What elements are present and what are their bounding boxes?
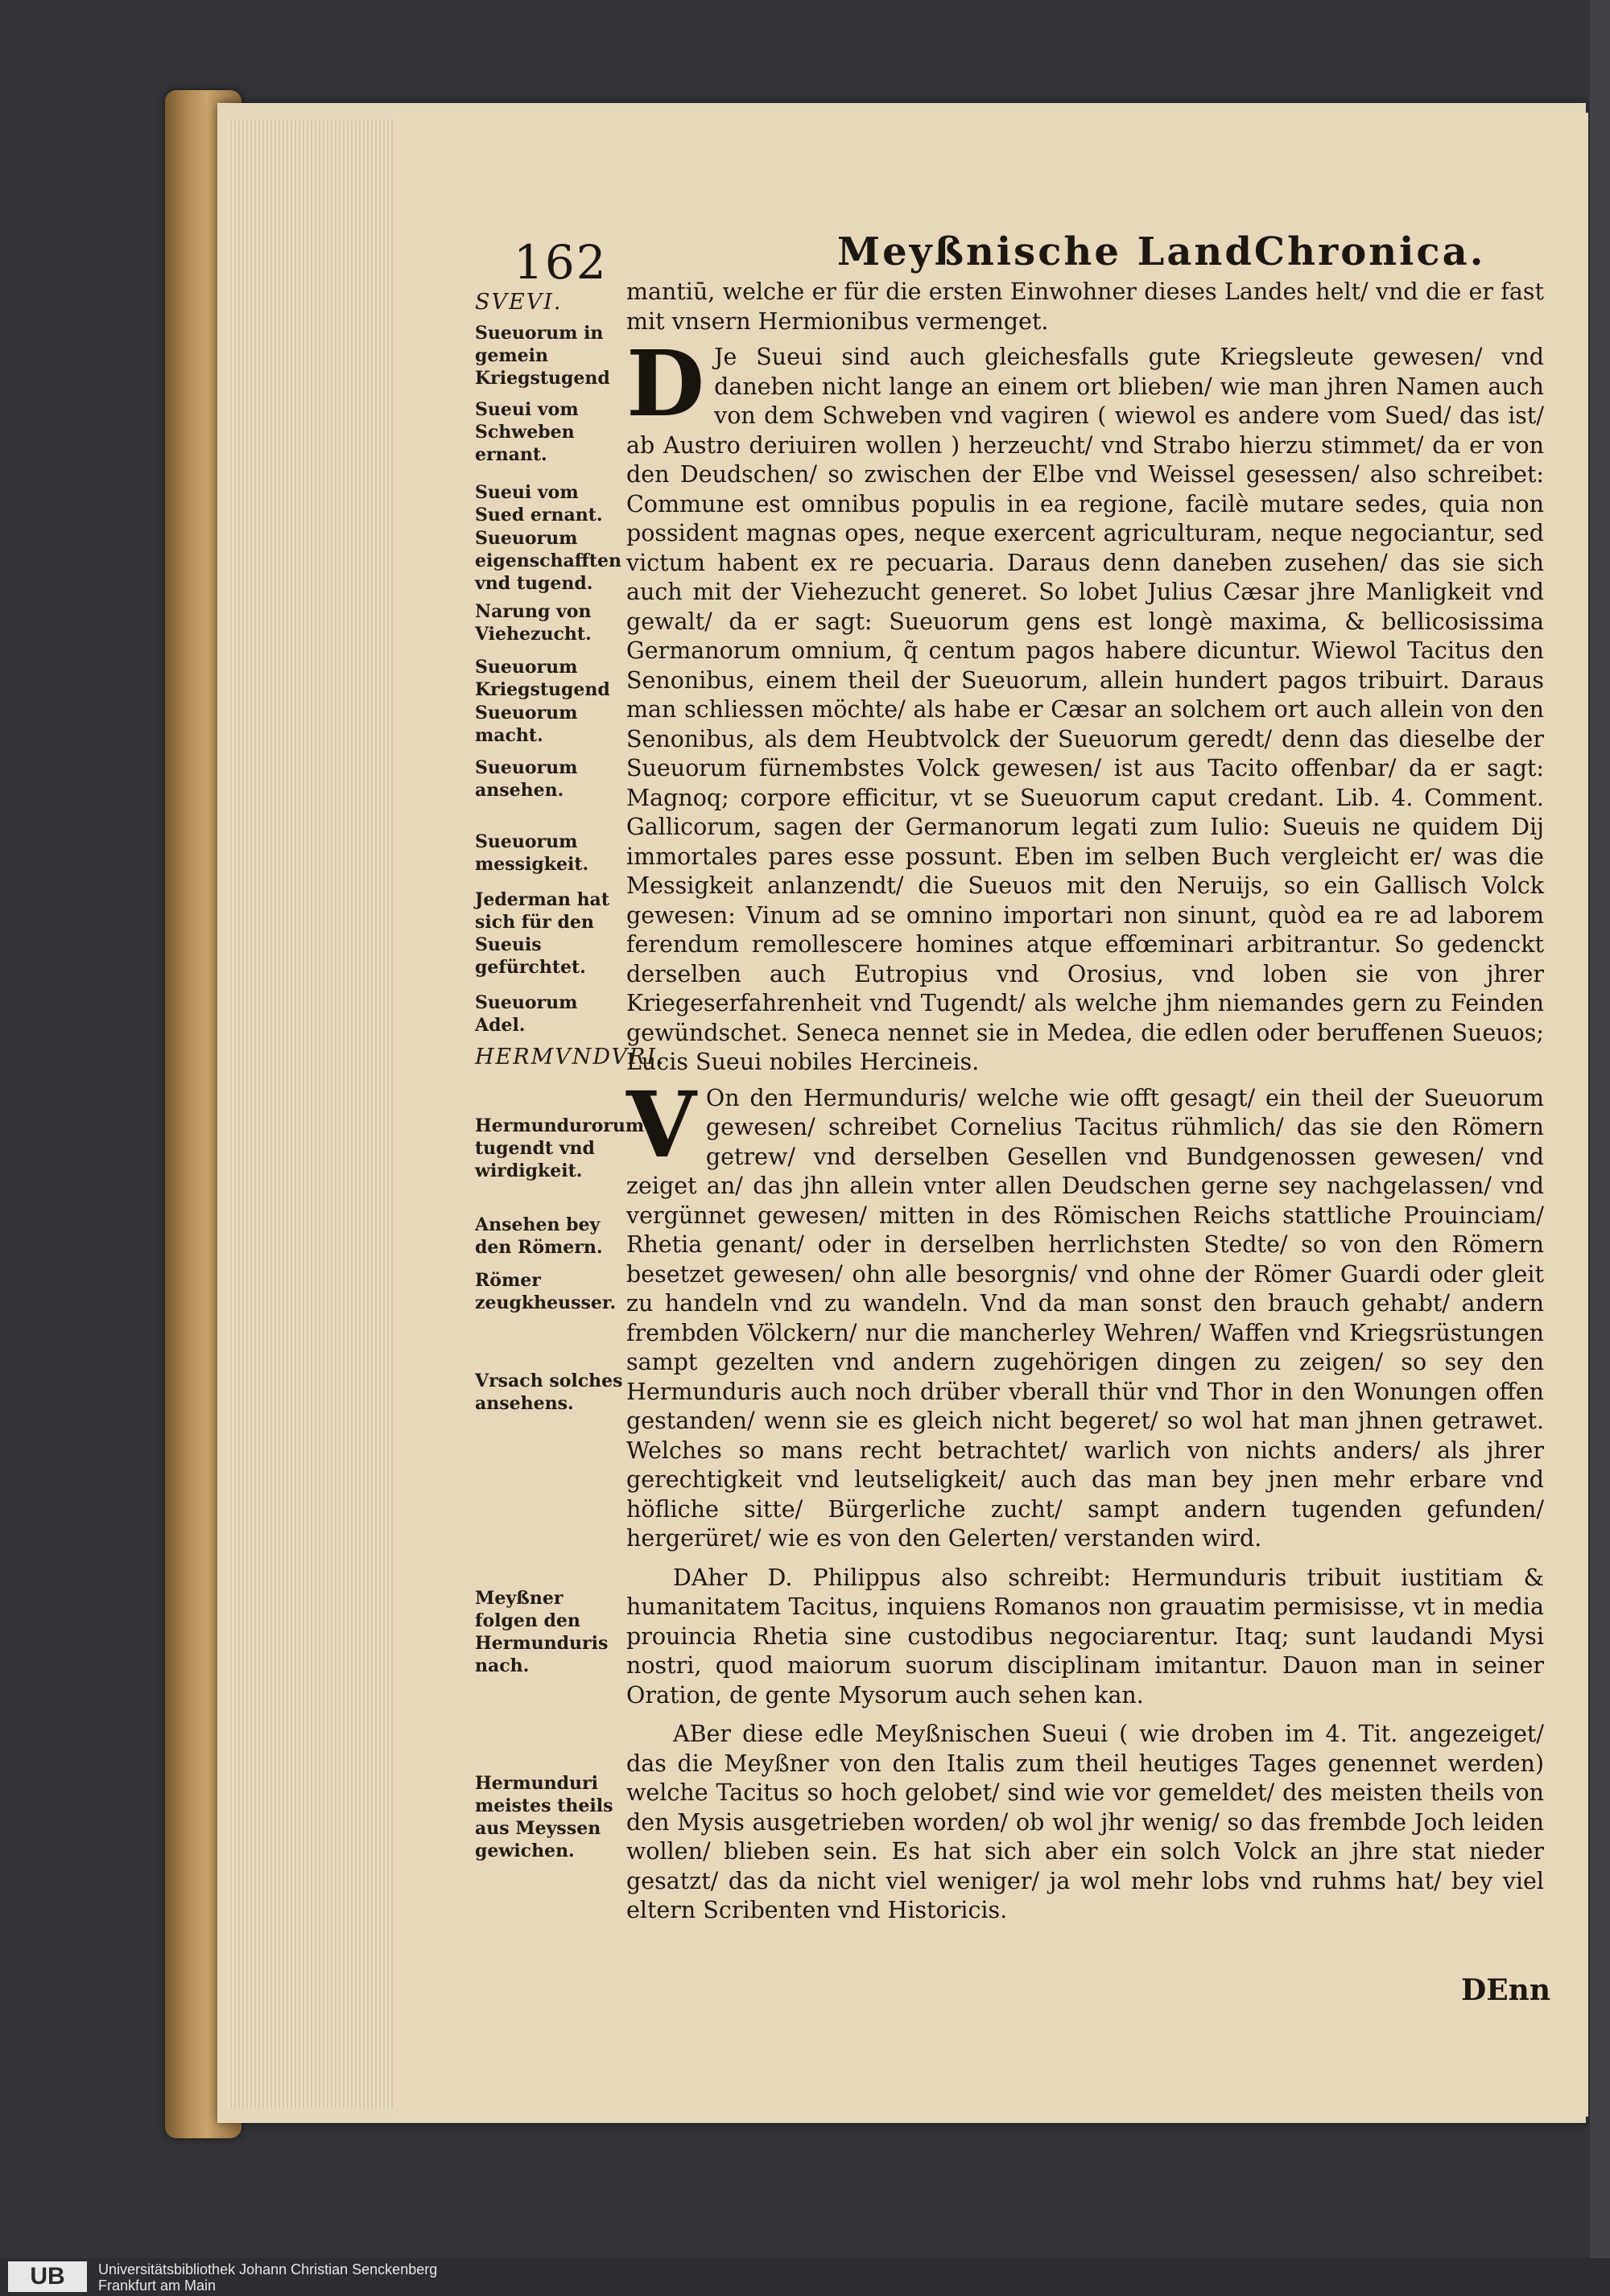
running-title: Meyßnische LandChronica. <box>837 229 1486 274</box>
margin-note: Sueuorum eigenschafften vnd tugend. <box>475 528 621 594</box>
main-text <box>626 278 1544 1926</box>
paragraph: mantiū, welche er für die ersten Einwohner dieses Landes helt/ vnd die er fast mit vnsern Hermionibus vermenget. <box>626 278 1544 335</box>
margin-note: Hermunduri meistes theils aus Meyssen gewichen. <box>475 1773 613 1861</box>
paragraph <box>626 332 1544 1078</box>
page-number: 162 <box>514 235 608 290</box>
margin-note: Meyßner folgen den Hermunduris nach. <box>475 1588 609 1676</box>
library-name: Universitätsbibliothek Johann Christian Senckenberg <box>98 2261 438 2277</box>
margin-note: HERMVNDVRI. <box>475 1045 666 1070</box>
library-footer <box>0 2258 1610 2296</box>
paragraph <box>626 1072 1544 1554</box>
margin-note: Sueuorum messigkeit. <box>475 831 589 875</box>
scan-frame-right <box>1590 0 1610 2296</box>
margin-note: SVEVI. <box>475 290 563 315</box>
margin-note: Ansehen bey den Römern. <box>475 1214 603 1258</box>
paragraph: DAher D. Philippus also schreibt: Hermunduris tribuit iustitiam & humanitatem Tacitus, inquiens Romanos non grauatim permisisse, vt in media prouincia Rhetia sine custodibus negociarentur. Itaq; sunt laudandi Mysi nostri, quod maiorum suorum disciplinam imitantur. Dauon man in seiner Oration, de gente Mysorum auch sehen kan. <box>626 1564 1544 1709</box>
margin-note: Vrsach solches ansehens. <box>475 1371 623 1414</box>
margin-note: Sueuorum ansehen. <box>475 757 578 801</box>
drop-cap: D <box>626 332 705 437</box>
margin-note: Sueuorum macht. <box>475 703 578 746</box>
paragraph-text: On den Hermunduris/ welche wie offt gesagt/ ein theil der Sueuorum gewesen/ schreibet Cornelius Tacitus rühmlich/ das sie den Römern getrew/ vnd derselben Gesellen vnd Bundgenossen gewesen/ vnd zeiget an/ das jhn allein vnter allen Deudschen gerne sey nachgelassen/ vnd vergünnet gewesen/ mitten in des Römischen Reichs stattliche Prouinciam/ Rhetia genant/ oder in derselben herrlichsten Stedte/ so von den Römern besetzet gewesen/ ohn alle besorgnis/ vnd ohne der Römer Guardi oder gleit zu handeln vnd zu wandeln. Vnd da man sonst den brauch gehabt/ andern frembden Völckern/ nur die mancherley Wehren/ Waffen vnd Kriegsrüstungen sampt gezelten vnd andern zugehörigen dingen zu zeigen/ so sey den Hermunduris auch noch drüber vberall thür vnd Thor in den Wonungen offen gestanden/ wenn sie es gleich nicht begeret/ so wol hat man jhnen getrawet. Welches so mans recht betrachtet/ warlich von nichts anders/ als jhrer gerechtigkeit vnd leutseligkeit/ auch das man bey jnen mehr erbare vnd höfliche sitte/ Bürgerliche zucht/ sampt andern tugenden gefunden/ hergerüret/ wie es von den Gelerten/ verstanden wird. <box>626 1084 1544 1552</box>
margin-note: Sueuorum Kriegstugend <box>475 657 610 700</box>
margin-note: Jederman hat sich für den Sueuis gefürchtet. <box>475 889 609 978</box>
margin-note: Hermundurorum tugendt vnd wirdigkeit. <box>475 1115 645 1181</box>
margin-note: Narung von Viehezucht. <box>475 601 592 645</box>
paragraph: ABer diese edle Meyßnischen Sueui ( wie droben im 4. Tit. angezeiget/ das die Meyßner von den Italis zum theil heutiges Tages genennet werden) welche Tacitus so hoch gelobet/ sind wie vor gemeldet/ des meisten theils von den Mysis ausgetrieben worden/ ob wol jhr wenig/ so das frembde Joch leiden wollen/ blieben sein. Es hat sich aber ein solch Volck an jhre stat nieder gesatzt/ das da nicht viel weniger/ ja wol mehr lobs vnd ruhms hat/ bey viel eltern Scribenten vnd Historicis. <box>626 1721 1544 1923</box>
paragraph-text: Je Sueui sind auch gleichesfalls gute Kriegsleute gewesen/ vnd daneben nicht lange an einem ort blieben/ wie man jhren Namen auch von dem Schweben vnd vagiren ( wiewol es andere vom Sued/ das ist/ ab Austro deriuiren wollen ) herzeucht/ vnd Strabo hierzu stimmet/ da er von den Deudschen/ so zwischen der Elbe vnd Weissel gesessen/ also schreibet: Commune est omnibus populis in ea regione, facilè mutare sedes, quia non possident magnas opes, neque exercent agriculturam, neque negociantur, sed victum habent ex re pecuaria. Daraus denn daneben zusehen/ das sie sich auch mit der Viehezucht generet. So lobet Julius Cæsar jhre Manligkeit vnd gewalt/ da er sagt: Sueuorum gens est longè maxima, & bellicosissima Germanorum omnium, q̃ centum pagos habere dicuntur. Wiewol Tacitus den Senonibus, einem theil der Sueuorum, allein hundert pagos tribuirt. Daraus man schliessen möchte/ als habe er Cæsar an solchem ort auch allein von den Senonibus, als dem Heubtvolck der Sueuorum geredt/ denn das dieselbe der Sueuorum fürnembstes Volck gewesen/ ist aus Tacito offenbar/ da er sagt: Magnoq; corpore efficitur, vt se Sueuorum caput credant. Lib. 4. Comment. Gallicorum, sagen der Germanorum legati zum Iulio: Sueuis ne quidem Dij immortales pares esse possunt. Eben im selben Buch vergleicht er/ was die Messigkeit anlanzendt/ die Sueuos mit den Neruijs, so ein Gallisch Volck gewesen: Vinum ad se omnino importari non sinunt, quòd ea re ad laborem ferendum remollescere homines atque effœminari arbitrantur. So gedenckt derselben auch Eutropius vnd Orosius, vnd loben sie von jhrer Kriegeserfahrenheit vnd Tugendt/ als welche jhm niemandes gern zu Feinden gewündschet. Seneca nennet sie in Medea, die edlen oder beruffenen Sueuos; Lucis Sueui nobiles Hercineis. <box>626 344 1544 1075</box>
library-credit <box>98 2261 437 2294</box>
library-city: Frankfurt am Main <box>98 2277 217 2294</box>
margin-note: Sueuorum in gemein Kriegstugend <box>475 323 610 389</box>
library-logo: UB <box>8 2261 87 2292</box>
catchword: DEnn <box>1461 1973 1551 2007</box>
margin-note: Römer zeugkheusser. <box>475 1270 617 1313</box>
margin-note: Sueui vom Sued ernant. <box>475 482 603 526</box>
page-edges <box>228 121 393 2108</box>
margin-note: Sueuorum Adel. <box>475 992 578 1036</box>
margin-note: Sueui vom Schweben ernant. <box>475 399 579 465</box>
drop-cap: V <box>626 1072 696 1178</box>
